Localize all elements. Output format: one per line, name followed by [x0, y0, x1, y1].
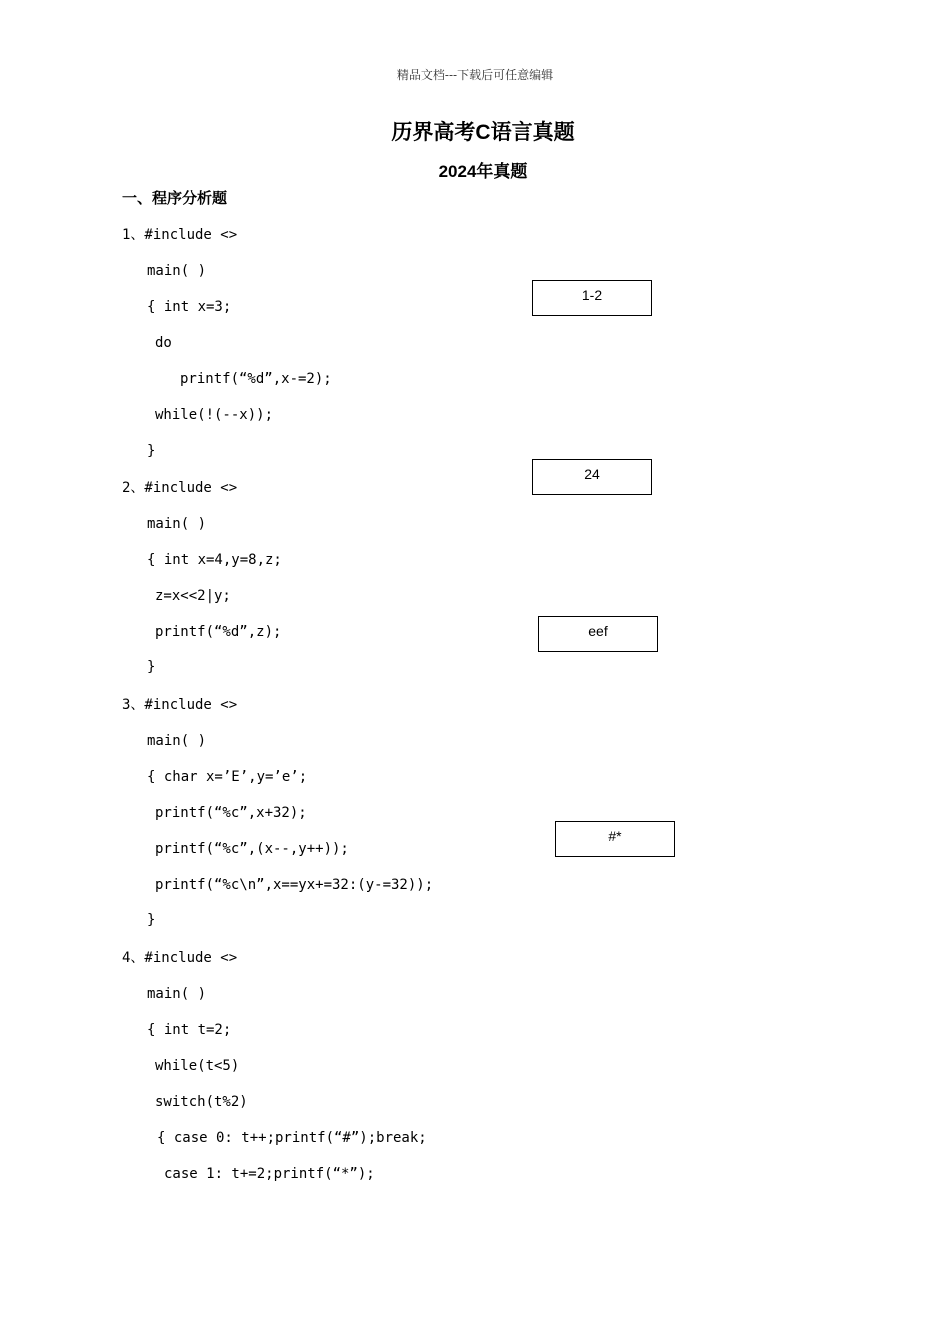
code-line: main( ): [147, 986, 207, 1002]
code-line: main( ): [147, 516, 207, 532]
answer-box: #*: [555, 821, 675, 857]
code-line: printf(“%c”,(x--,y++));: [155, 841, 349, 857]
code-line: 3、#include <>: [122, 697, 238, 713]
code-line: do: [155, 335, 172, 351]
document-subtitle: 2024年真题: [438, 162, 528, 181]
answer-box: 24: [532, 459, 652, 495]
section-heading: 一、程序分析题: [122, 190, 228, 207]
code-line: { int x=3;: [147, 299, 232, 315]
page-header: 精品文档---下载后可任意编辑: [396, 68, 554, 82]
code-line: while(!(--x));: [155, 407, 274, 423]
code-line: printf(“%d”,z);: [155, 624, 282, 640]
code-line: 4、#include <>: [122, 950, 238, 966]
code-line: }: [147, 659, 156, 675]
code-line: { int t=2;: [147, 1022, 232, 1038]
answer-box: eef: [538, 616, 658, 652]
code-line: main( ): [147, 733, 207, 749]
code-line: printf(“%d”,x-=2);: [180, 371, 332, 387]
code-line: }: [147, 443, 156, 459]
code-line: printf(“%c\n”,x==yx+=32:(y-=32));: [155, 877, 434, 893]
code-line: { case 0: t++;printf(“#”);break;: [157, 1130, 427, 1146]
code-line: main( ): [147, 263, 207, 279]
document-title: 历界高考C语言真题: [391, 121, 575, 144]
code-line: 1、#include <>: [122, 227, 238, 243]
code-line: 2、#include <>: [122, 480, 238, 496]
code-line: switch(t%2): [155, 1094, 248, 1110]
code-line: while(t<5): [155, 1058, 240, 1074]
code-line: printf(“%c”,x+32);: [155, 805, 307, 821]
code-line: case 1: t+=2;printf(“*”);: [164, 1166, 375, 1182]
code-line: { char x=’E’,y=’e’;: [147, 769, 308, 785]
answer-box: 1-2: [532, 280, 652, 316]
code-line: z=x<<2|y;: [155, 588, 231, 604]
code-line: }: [147, 912, 156, 928]
code-line: { int x=4,y=8,z;: [147, 552, 282, 568]
